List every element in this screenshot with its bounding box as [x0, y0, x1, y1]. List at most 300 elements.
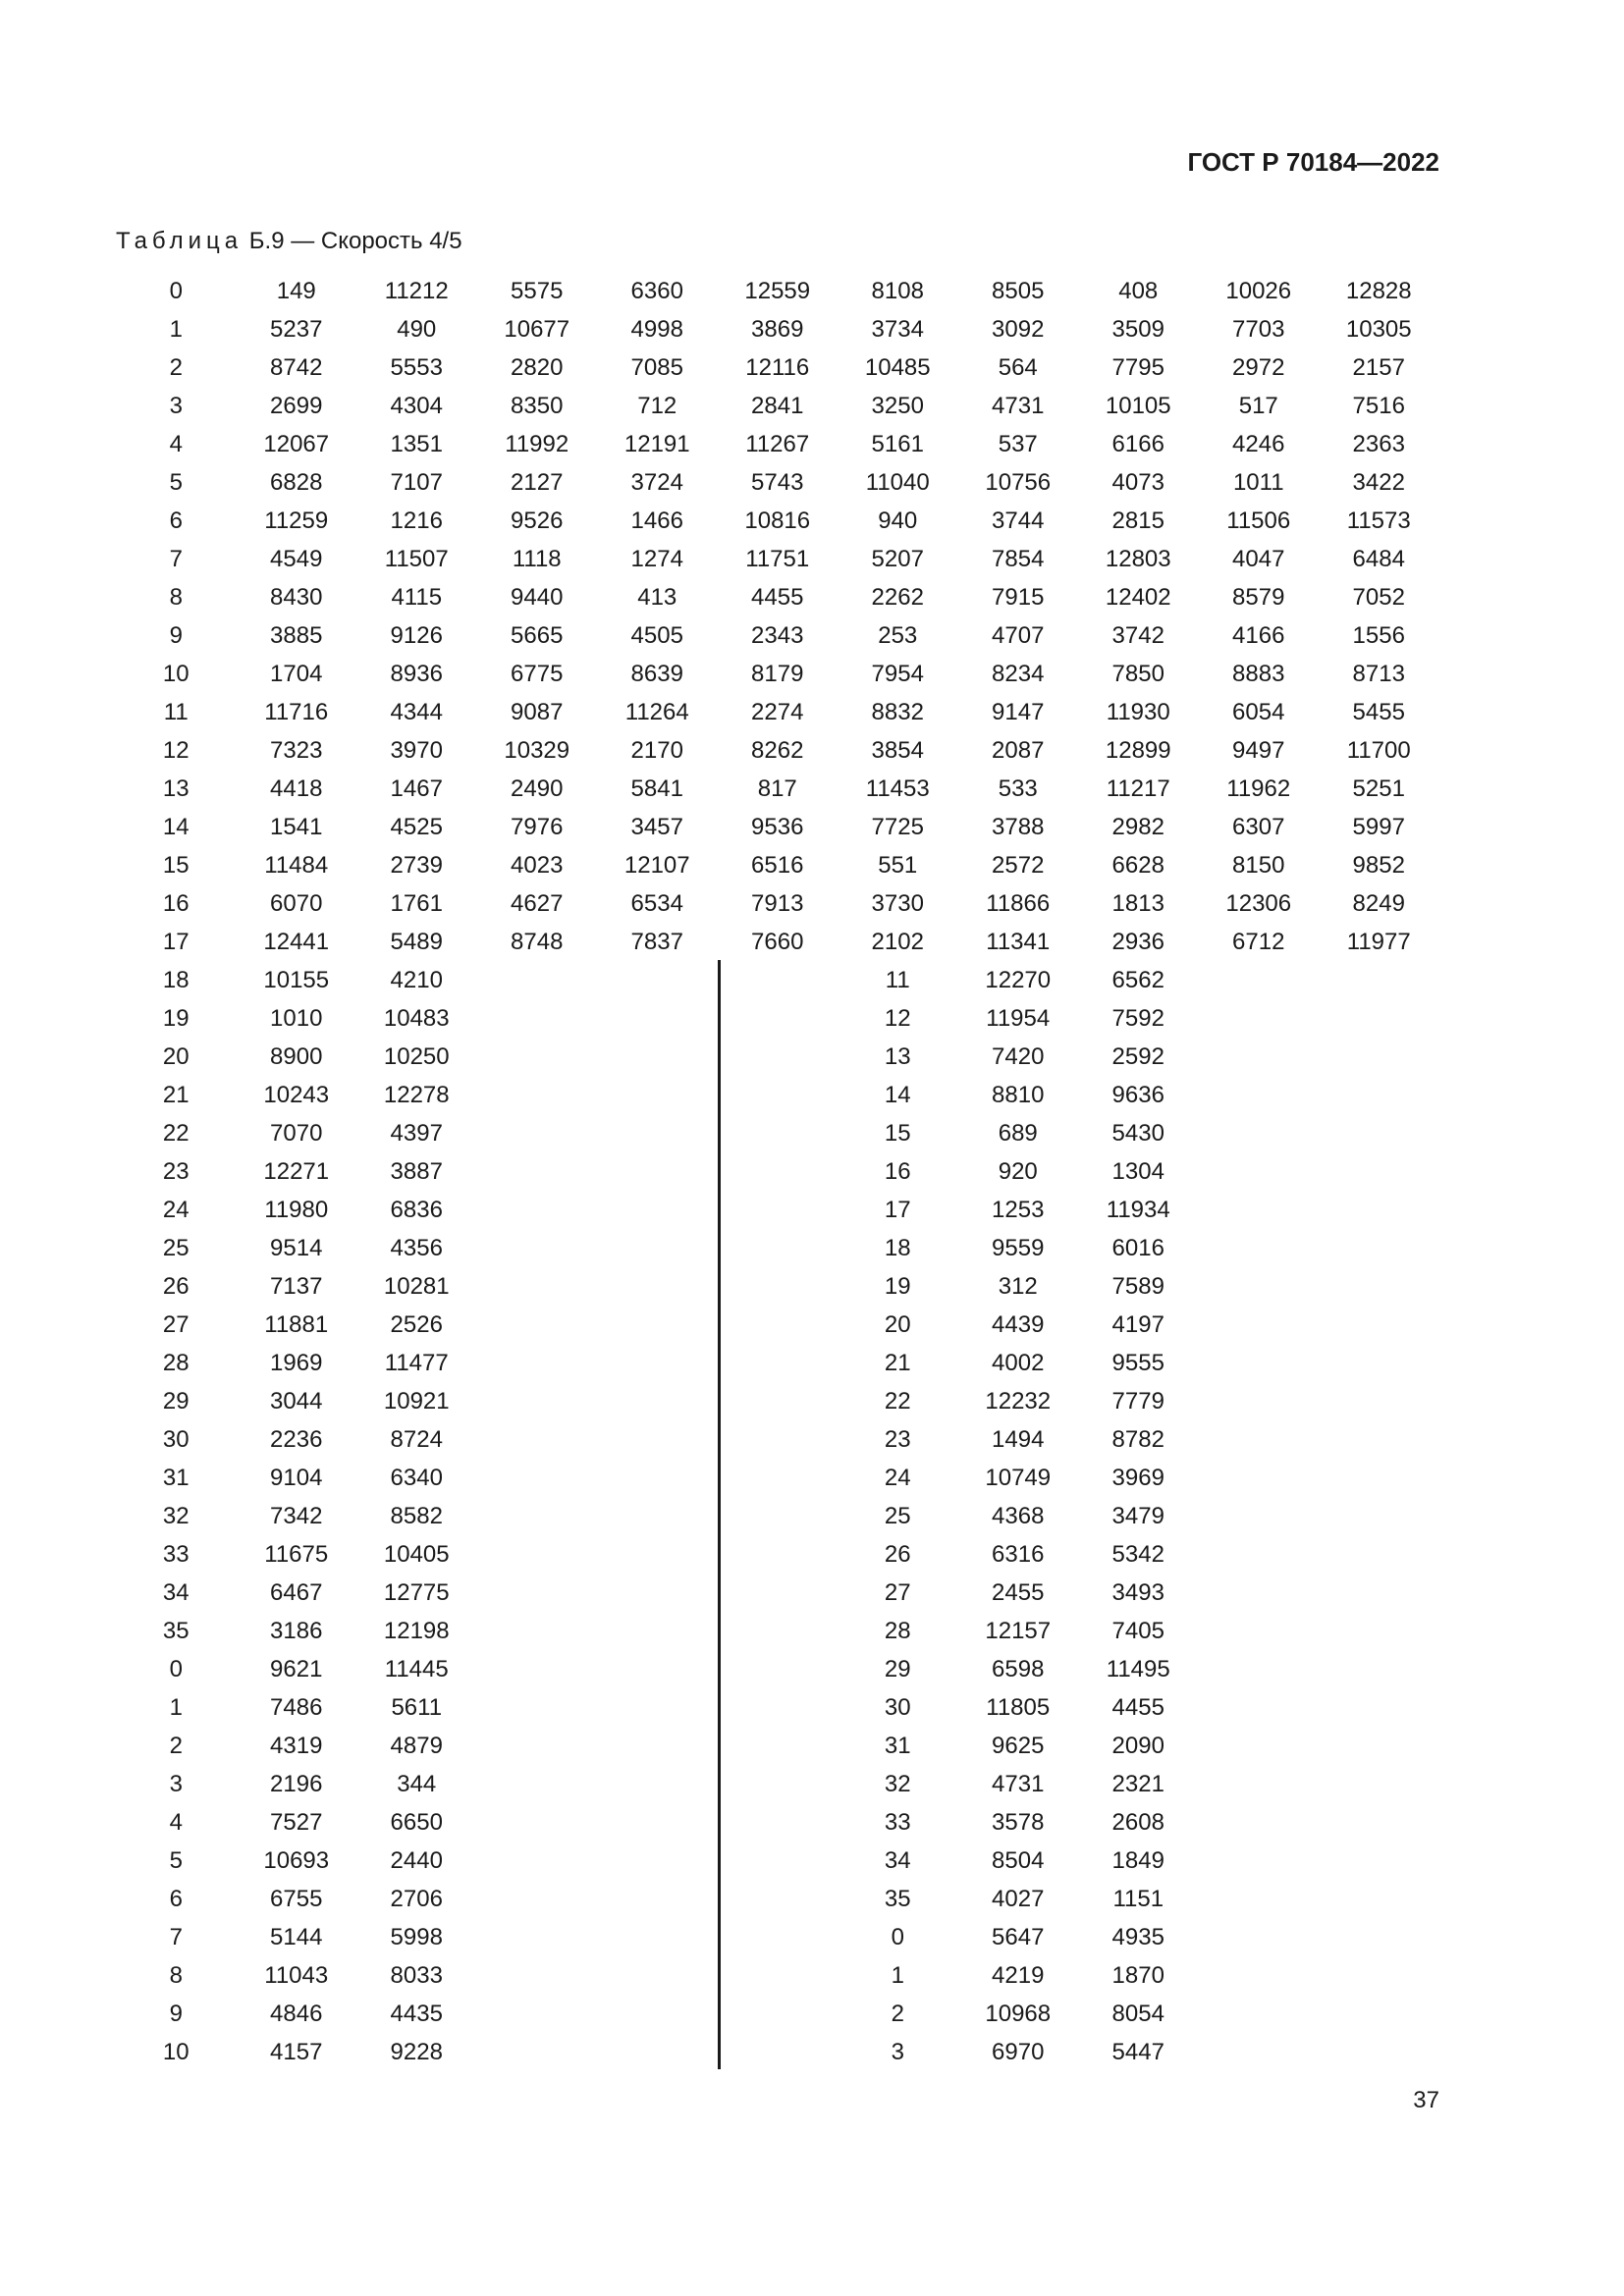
table-cell: 3422	[1352, 468, 1405, 496]
row-index-cell: 11	[163, 698, 189, 725]
row-index-cell: 4	[169, 430, 183, 457]
row-index-cell: 8	[169, 583, 183, 611]
table-cell: 7516	[1352, 392, 1405, 419]
table-row	[838, 1344, 1199, 1382]
table-row	[116, 655, 1439, 693]
table-cell: 3887	[390, 1157, 443, 1185]
table-cell: 6775	[511, 660, 564, 687]
table-cell: 11881	[264, 1310, 329, 1338]
table-cell: 8262	[751, 736, 804, 764]
table-caption-text: Б.9 — Скорость 4/5	[248, 228, 462, 254]
row-index-cell: 20	[884, 1310, 911, 1338]
row-index-cell: 18	[162, 966, 189, 993]
table-cell: 10816	[744, 507, 811, 534]
table-cell: 11675	[264, 1540, 329, 1568]
table-cell: 4935	[1111, 1923, 1164, 1950]
table-cell: 6562	[1111, 966, 1164, 993]
table-cell: 1761	[390, 889, 443, 917]
table-cell: 6598	[992, 1655, 1045, 1682]
table-row	[838, 1152, 1199, 1191]
table-row	[838, 1382, 1199, 1420]
table-cell: 12191	[623, 430, 690, 457]
table-cell: 9104	[270, 1464, 323, 1491]
table-cell: 817	[757, 774, 797, 802]
table-cell: 2592	[1111, 1042, 1164, 1070]
row-index-cell: 17	[162, 928, 189, 955]
table-row	[838, 1420, 1199, 1459]
row-index-cell: 19	[884, 1272, 911, 1300]
row-index-cell: 0	[891, 1923, 904, 1950]
table-cell: 7592	[1111, 1004, 1164, 1032]
table-cell: 4219	[992, 1961, 1045, 1989]
table-cell: 4525	[390, 813, 443, 840]
table-row	[838, 2033, 1199, 2071]
table-cell: 11445	[384, 1655, 449, 1682]
table-row	[838, 1918, 1199, 1956]
table-cell: 9497	[1232, 736, 1285, 764]
table-cell: 5430	[1111, 1119, 1164, 1147]
table-cell: 10105	[1105, 392, 1171, 419]
table-cell: 6836	[390, 1196, 443, 1223]
table-cell: 12899	[1105, 736, 1171, 764]
row-index-cell: 29	[162, 1387, 189, 1415]
table-cell: 4627	[511, 889, 564, 917]
table-cell: 2815	[1111, 507, 1164, 534]
row-index-cell: 28	[162, 1349, 189, 1376]
table-row	[838, 1267, 1199, 1306]
table-cell: 408	[1118, 277, 1159, 304]
table-cell: 5997	[1352, 813, 1405, 840]
table-cell: 6054	[1232, 698, 1285, 725]
row-index-cell: 24	[884, 1464, 911, 1491]
table-cell: 4879	[390, 1732, 443, 1759]
table-cell: 1813	[1111, 889, 1164, 917]
table-cell: 9126	[390, 621, 443, 649]
row-index-cell: 30	[884, 1693, 911, 1721]
table-row	[116, 961, 477, 999]
table-cell: 7795	[1111, 353, 1164, 381]
row-index-cell: 9	[169, 621, 183, 649]
table-cell: 2236	[270, 1425, 323, 1453]
table-row	[116, 1574, 477, 1612]
table-cell: 9555	[1111, 1349, 1164, 1376]
table-cell: 11805	[986, 1693, 1051, 1721]
table-cell: 11267	[745, 430, 810, 457]
table-cell: 7779	[1111, 1387, 1164, 1415]
row-index-cell: 15	[162, 851, 189, 879]
table-row	[116, 1114, 477, 1152]
table-cell: 7850	[1111, 660, 1164, 687]
table-cell: 2841	[751, 392, 804, 419]
row-index-cell: 22	[162, 1119, 189, 1147]
table-cell: 3724	[630, 468, 683, 496]
table-cell: 10749	[985, 1464, 1052, 1491]
table-cell: 6755	[270, 1885, 323, 1912]
table-cell: 5575	[511, 277, 564, 304]
table-cell: 6307	[1232, 813, 1285, 840]
table-cell: 11217	[1106, 774, 1170, 802]
document-id: ГОСТ Р 70184—2022	[1187, 147, 1439, 177]
row-index-cell: 2	[891, 2000, 904, 2027]
table-cell: 8033	[390, 1961, 443, 1989]
table-cell: 537	[998, 430, 1038, 457]
table-cell: 8713	[1352, 660, 1405, 687]
row-index-cell: 31	[162, 1464, 189, 1491]
row-index-cell: 3	[169, 392, 183, 419]
table-cell: 7915	[992, 583, 1045, 611]
row-index-cell: 14	[884, 1081, 911, 1108]
table-row	[116, 540, 1439, 578]
table-cell: 6628	[1111, 851, 1164, 879]
table-cell: 10026	[1225, 277, 1292, 304]
table-cell: 7954	[871, 660, 924, 687]
table-cell: 6166	[1111, 430, 1164, 457]
table-cell: 6534	[630, 889, 683, 917]
table-row	[838, 1650, 1199, 1688]
table-cell: 7107	[390, 468, 443, 496]
table-cell: 2102	[871, 928, 924, 955]
table-cell: 11866	[986, 889, 1051, 917]
table-cell: 490	[397, 315, 437, 343]
table-row	[116, 1497, 477, 1535]
row-index-cell: 19	[162, 1004, 189, 1032]
table-cell: 6016	[1111, 1234, 1164, 1261]
table-cell: 3578	[992, 1808, 1045, 1836]
table-cell: 3970	[390, 736, 443, 764]
row-index-cell: 15	[884, 1119, 911, 1147]
row-index-cell: 14	[162, 813, 189, 840]
table-row	[116, 884, 1439, 923]
row-index-cell: 10	[162, 2038, 189, 2065]
table-cell: 9559	[992, 1234, 1045, 1261]
table-cell: 2262	[871, 583, 924, 611]
table-cell: 1870	[1111, 1961, 1164, 1989]
table-cell: 2820	[511, 353, 564, 381]
table-row	[838, 961, 1199, 999]
table-cell: 5665	[511, 621, 564, 649]
table-cell: 9087	[511, 698, 564, 725]
row-index-cell: 35	[162, 1617, 189, 1644]
table-cell: 12198	[383, 1617, 450, 1644]
table-row	[838, 1229, 1199, 1267]
table-row	[116, 808, 1439, 846]
table-row	[838, 1727, 1199, 1765]
table-cell: 551	[878, 851, 918, 879]
table-cell: 10405	[383, 1540, 450, 1568]
table-cell: 3969	[1111, 1464, 1164, 1491]
table-row	[116, 1306, 477, 1344]
table-cell: 6650	[390, 1808, 443, 1836]
row-index-cell: 20	[162, 1042, 189, 1070]
row-index-cell: 7	[169, 545, 183, 572]
table-cell: 7420	[992, 1042, 1045, 1070]
table-cell: 10305	[1345, 315, 1412, 343]
table-cell: 10329	[504, 736, 570, 764]
table-row	[116, 1727, 477, 1765]
table-cell: 7976	[511, 813, 564, 840]
table-cell: 7913	[751, 889, 804, 917]
table-cell: 10281	[383, 1272, 450, 1300]
row-index-cell: 0	[169, 1655, 183, 1682]
table-cell: 4505	[630, 621, 683, 649]
row-index-cell: 7	[169, 1923, 183, 1950]
table-cell: 1010	[270, 1004, 323, 1032]
table-row	[116, 731, 1439, 770]
table-row	[838, 1803, 1199, 1842]
table-row	[116, 1152, 477, 1191]
table-cell: 1151	[1112, 1885, 1164, 1912]
table-cell: 2739	[390, 851, 443, 879]
table-cell: 5144	[270, 1923, 323, 1950]
table-cell: 8430	[270, 583, 323, 611]
table-cell: 10693	[263, 1846, 330, 1874]
table-cell: 10921	[383, 1387, 450, 1415]
table-row	[116, 2033, 477, 2071]
table-cell: 2440	[390, 1846, 443, 1874]
table-row	[116, 310, 1439, 348]
table-cell: 1556	[1352, 621, 1405, 649]
table-cell: 12107	[623, 851, 690, 879]
table-cell: 9636	[1111, 1081, 1164, 1108]
table-cell: 5251	[1352, 774, 1405, 802]
table-cell: 5611	[391, 1693, 443, 1721]
row-index-cell: 12	[162, 736, 189, 764]
table-row	[838, 1842, 1199, 1880]
table-cell: 10483	[383, 1004, 450, 1032]
table-cell: 344	[397, 1770, 437, 1797]
table-cell: 2972	[1232, 353, 1285, 381]
table-cell: 3734	[871, 315, 924, 343]
table-cell: 533	[998, 774, 1038, 802]
table-cell: 8179	[751, 660, 804, 687]
table-cell: 3250	[871, 392, 924, 419]
table-row	[838, 1956, 1199, 1995]
table-cell: 4073	[1111, 468, 1164, 496]
table-cell: 4731	[992, 1770, 1045, 1797]
table-cell: 3788	[992, 813, 1045, 840]
table-cell: 3186	[270, 1617, 323, 1644]
table-row	[116, 1842, 477, 1880]
table-row	[116, 999, 477, 1038]
table-cell: 7660	[751, 928, 804, 955]
table-cell: 11930	[1106, 698, 1170, 725]
table-cell: 9147	[992, 698, 1045, 725]
row-index-cell: 13	[162, 774, 189, 802]
table-cell: 11934	[1106, 1196, 1170, 1223]
table-cell: 4027	[992, 1885, 1045, 1912]
table-cell: 3457	[630, 813, 683, 840]
table-row	[838, 1574, 1199, 1612]
table-row	[838, 1880, 1199, 1918]
table-cell: 9536	[751, 813, 804, 840]
table-row	[116, 693, 1439, 731]
row-index-cell: 3	[891, 2038, 904, 2065]
row-index-cell: 13	[884, 1042, 911, 1070]
table-cell: 4023	[511, 851, 564, 879]
table-cell: 1216	[390, 507, 443, 534]
table-cell: 8748	[511, 928, 564, 955]
table-cell: 8832	[871, 698, 924, 725]
table-cell: 5489	[390, 928, 443, 955]
table-row	[116, 387, 1439, 425]
table-row	[116, 616, 1439, 655]
table-cell: 11259	[264, 507, 329, 534]
table-cell: 4455	[1111, 1693, 1164, 1721]
table-cell: 4368	[992, 1502, 1045, 1529]
row-index-cell: 3	[169, 1770, 183, 1797]
table-cell: 10250	[383, 1042, 450, 1070]
table-row	[116, 1995, 477, 2033]
table-cell: 11484	[264, 851, 329, 879]
table-cell: 11962	[1226, 774, 1291, 802]
row-index-cell: 33	[162, 1540, 189, 1568]
row-index-cell: 30	[162, 1425, 189, 1453]
table-cell: 1494	[992, 1425, 1045, 1453]
table-cell: 11980	[264, 1196, 329, 1223]
table-cell: 11700	[1346, 736, 1411, 764]
table-cell: 1704	[270, 660, 323, 687]
table-cell: 11573	[1346, 507, 1411, 534]
row-index-cell: 0	[169, 277, 183, 304]
table-cell: 7070	[270, 1119, 323, 1147]
table-row	[116, 502, 1439, 540]
row-index-cell: 32	[162, 1502, 189, 1529]
row-index-cell: 10	[162, 660, 189, 687]
table-row	[116, 1382, 477, 1420]
table-cell: 5447	[1111, 2038, 1164, 2065]
table-cell: 5455	[1352, 698, 1405, 725]
table-cell: 7342	[270, 1502, 323, 1529]
table-cell: 4166	[1232, 621, 1285, 649]
table-cell: 11495	[1106, 1655, 1170, 1682]
table-cell: 10155	[263, 966, 330, 993]
table-cell: 5647	[992, 1923, 1045, 1950]
table-row	[116, 1459, 477, 1497]
table-row	[116, 578, 1439, 616]
table-cell: 11977	[1346, 928, 1411, 955]
table-cell: 5743	[751, 468, 804, 496]
table-row	[116, 1880, 477, 1918]
table-row	[838, 1535, 1199, 1574]
table-cell: 4731	[992, 392, 1045, 419]
table-cell: 517	[1238, 392, 1278, 419]
table-cell: 2490	[511, 774, 564, 802]
row-index-cell: 35	[884, 1885, 911, 1912]
table-cell: 2572	[992, 851, 1045, 879]
table-cell: 4397	[390, 1119, 443, 1147]
table-cell: 5207	[871, 545, 924, 572]
table-row	[838, 1765, 1199, 1803]
row-index-cell: 1	[891, 1961, 904, 1989]
table-cell: 6316	[992, 1540, 1045, 1568]
table-cell: 8782	[1111, 1425, 1164, 1453]
row-index-cell: 1	[169, 1693, 183, 1721]
table-cell: 4319	[270, 1732, 323, 1759]
table-row	[116, 1918, 477, 1956]
table-cell: 413	[637, 583, 677, 611]
table-cell: 6070	[270, 889, 323, 917]
page-number: 37	[1413, 2087, 1439, 2113]
table-cell: 1467	[390, 774, 443, 802]
table-cell: 9514	[270, 1234, 323, 1261]
table-cell: 564	[998, 353, 1038, 381]
table-cell: 8639	[630, 660, 683, 687]
table-cell: 11040	[865, 468, 930, 496]
table-cell: 2699	[270, 392, 323, 419]
table-caption	[116, 228, 462, 255]
table-cell: 5998	[390, 1923, 443, 1950]
table-cell: 11507	[384, 545, 449, 572]
table-cell: 7589	[1111, 1272, 1164, 1300]
table-row	[116, 1803, 477, 1842]
row-index-cell: 1	[169, 315, 183, 343]
table-caption-label: Таблица	[116, 228, 244, 254]
table-row	[838, 1076, 1199, 1114]
table-cell: 4047	[1232, 545, 1285, 572]
table-cell: 7085	[630, 353, 683, 381]
row-index-cell: 2	[169, 1732, 183, 1759]
row-index-cell: 26	[162, 1272, 189, 1300]
table-cell: 12559	[744, 277, 811, 304]
table-cell: 9526	[511, 507, 564, 534]
table-cell: 12775	[383, 1578, 450, 1606]
table-cell: 7837	[630, 928, 683, 955]
table-cell: 8249	[1352, 889, 1405, 917]
table-cell: 8054	[1111, 2000, 1164, 2027]
row-index-cell: 12	[884, 1004, 911, 1032]
table-cell: 8505	[992, 277, 1045, 304]
table-cell: 8579	[1232, 583, 1285, 611]
table-cell: 3730	[871, 889, 924, 917]
table-cell: 9228	[390, 2038, 443, 2065]
table-cell: 4418	[270, 774, 323, 802]
table-cell: 6484	[1352, 545, 1405, 572]
table-cell: 1118	[512, 545, 562, 572]
table-cell: 9440	[511, 583, 564, 611]
row-index-cell: 18	[884, 1234, 911, 1261]
table-cell: 2321	[1111, 1770, 1164, 1797]
table-cell: 4157	[270, 2038, 323, 2065]
table-cell: 12271	[263, 1157, 330, 1185]
row-index-cell: 2	[169, 353, 183, 381]
table-cell: 10677	[504, 315, 570, 343]
table-row	[116, 923, 1439, 961]
row-index-cell: 32	[884, 1770, 911, 1797]
table-cell: 4846	[270, 2000, 323, 2027]
table-cell: 3509	[1111, 315, 1164, 343]
table-cell: 8150	[1232, 851, 1285, 879]
table-cell: 7854	[992, 545, 1045, 572]
table-cell: 12270	[985, 966, 1052, 993]
table-cell: 3044	[270, 1387, 323, 1415]
table-cell: 12157	[985, 1617, 1052, 1644]
table-cell: 2090	[1111, 1732, 1164, 1759]
table-cell: 5841	[630, 774, 683, 802]
table-cell: 11506	[1226, 507, 1291, 534]
table-cell: 7703	[1232, 315, 1285, 343]
row-index-cell: 16	[884, 1157, 911, 1185]
table-cell: 2455	[992, 1578, 1045, 1606]
table-cell: 12828	[1345, 277, 1412, 304]
table-cell: 4439	[992, 1310, 1045, 1338]
table-cell: 312	[998, 1272, 1038, 1300]
row-index-cell: 4	[169, 1808, 183, 1836]
table-cell: 6970	[992, 2038, 1045, 2065]
table-cell: 4002	[992, 1349, 1045, 1376]
table-cell: 12278	[383, 1081, 450, 1108]
table-cell: 7323	[270, 736, 323, 764]
table-row	[116, 425, 1439, 463]
